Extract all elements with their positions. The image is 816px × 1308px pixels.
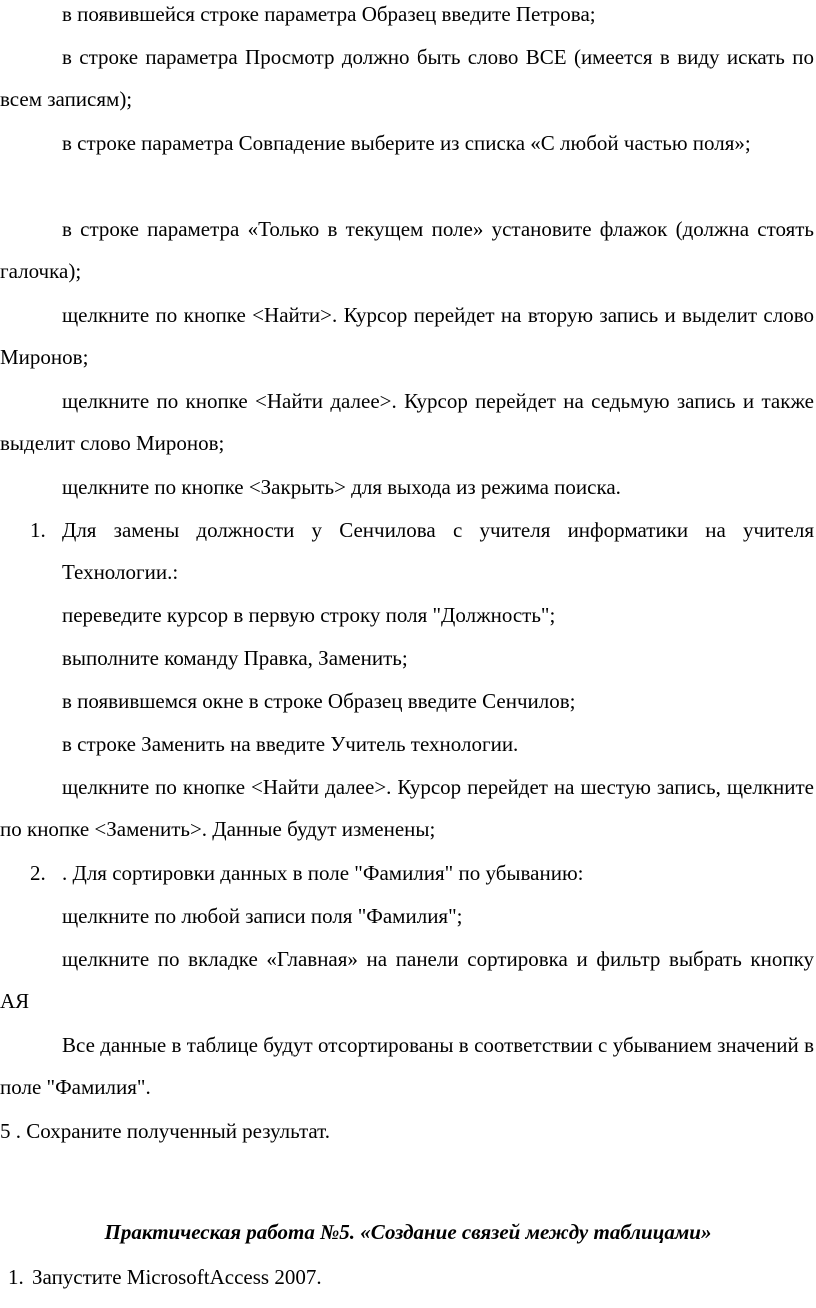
step-five: 5 . Сохраните полученный результат. [0, 1119, 331, 1143]
list-item: • щелкните по кнопке <Найти далее>. Курсор перейдет на шестую запись, щелкните по кнопке <Заменить>. Данные будут изменены; [0, 766, 814, 850]
list-item: • в строке параметра Просмотр должно быть слово ВСЕ (имеется в виду искать по всем записям); [0, 36, 814, 120]
list-item: • щелкните по кнопке <Найти>. Курсор перейдет на вторую запись и выделит слово Миронов; [0, 294, 814, 378]
list-item: • Все данные в таблице будут отсортированы в соответствии с убыванием значений в поле "Фамилия". [0, 1024, 814, 1108]
step-text: . Для сортировки данных в поле "Фамилия" по убыванию: [62, 861, 584, 885]
list-item: • в появившемся окне в строке Образец введите Сенчилов; [0, 680, 814, 722]
step-number: 2. [30, 861, 46, 885]
list-item: • щелкните по кнопке <Закрыть> для выхода из режима поиска. [0, 466, 814, 508]
list-item: • переведите курсор в первую строку поля "Должность"; [0, 594, 814, 636]
list-item: • выполните команду Правка, Заменить; [0, 637, 814, 679]
step-number: 1. [8, 1265, 24, 1289]
numbered-step [30, 852, 583, 894]
numbered-step [30, 509, 814, 593]
list-item: • щелкните по кнопке <Найти далее>. Курсор перейдет на седьмую запись и также выделит слово Миронов; [0, 380, 814, 464]
step-text: Для замены должности у Сенчилова с учителя информатики на учителя Технологии.: [62, 518, 814, 584]
section-title: Практическая работа №5. «Создание связей между таблицами» [104, 1220, 712, 1244]
list-item: • в строке параметра Совпадение выберите из списка «С любой частью поля»; [0, 122, 814, 164]
list-item: • щелкните по любой записи поля "Фамилия"; [0, 895, 814, 937]
step-text: Запустите MicrosoftAccess 2007. [32, 1265, 322, 1289]
list-item: • в строке Заменить на введите Учитель технологии. [0, 723, 814, 765]
list-item: • щелкните по вкладке «Главная» на панели сортировка и фильтр выбрать кнопку АЯ [0, 938, 814, 1022]
list-item: • в строке параметра «Только в текущем поле» установите флажок (должна стоять галочка); [0, 208, 814, 292]
numbered-step [8, 1256, 322, 1298]
list-item: • в появившейся строке параметра Образец введите Петрова; [0, 0, 814, 35]
step-number: 1. [30, 518, 46, 542]
